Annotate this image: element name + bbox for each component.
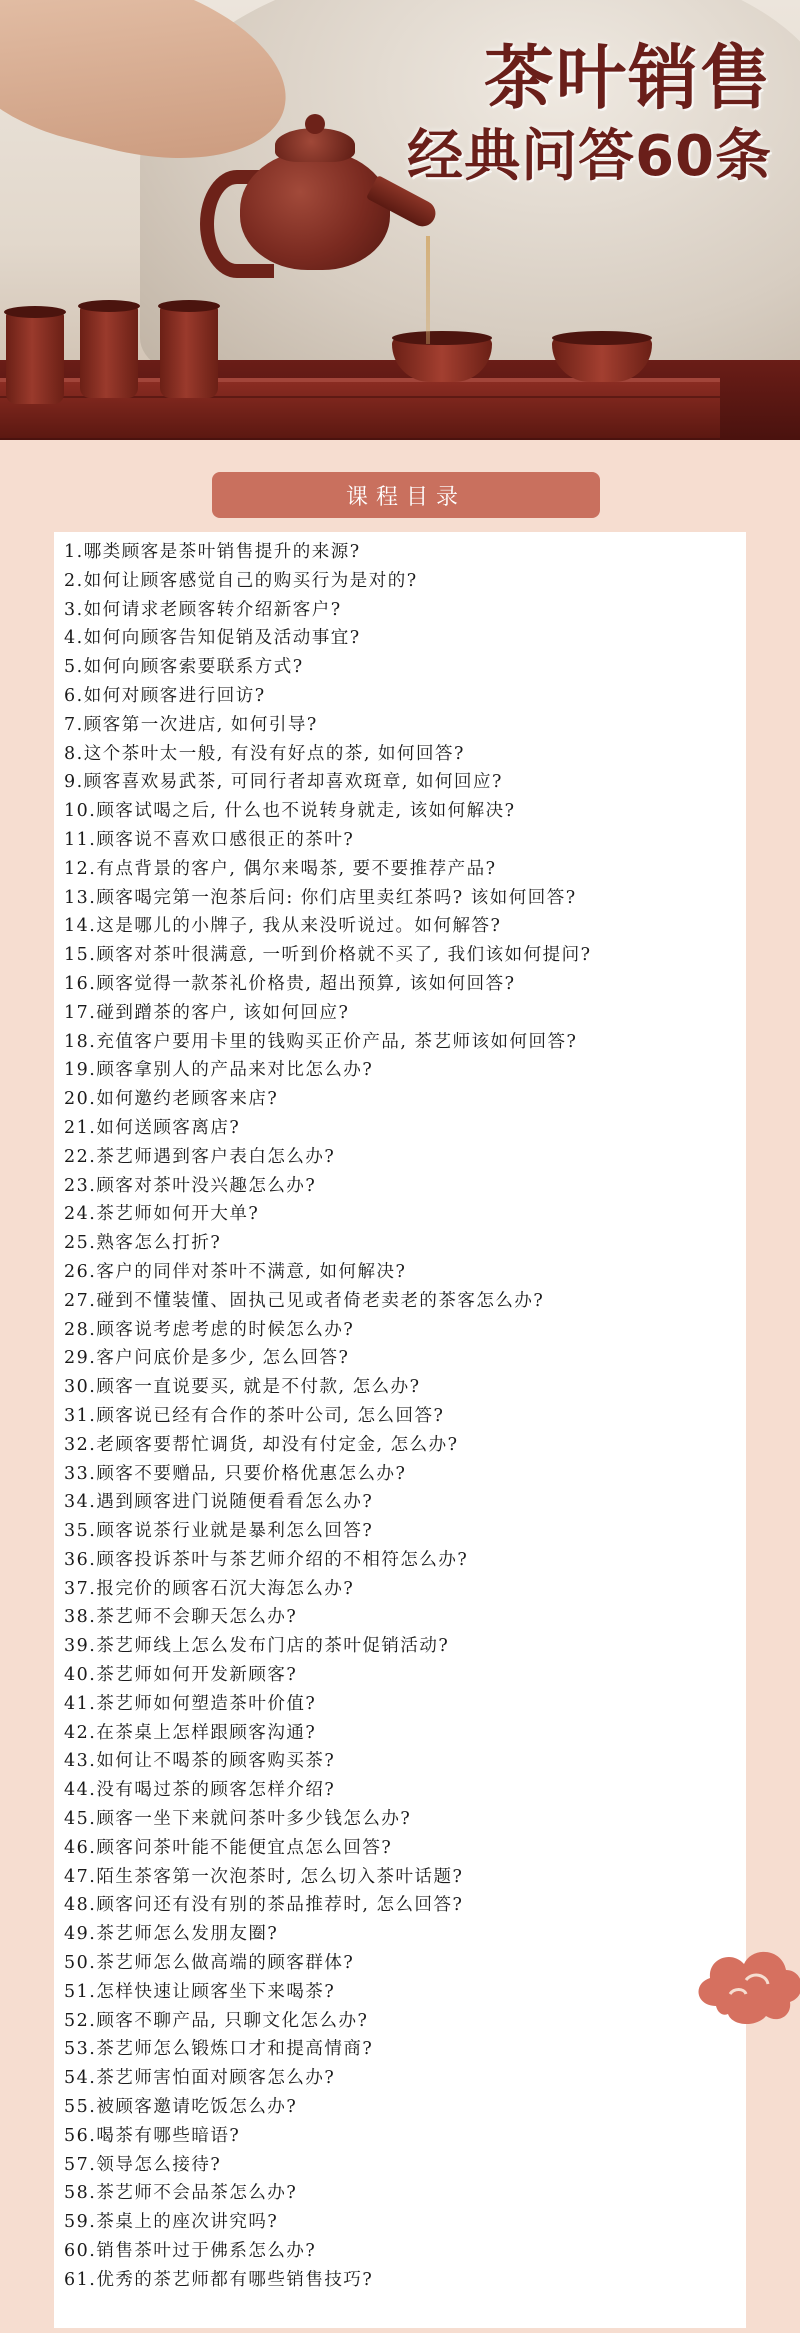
question-item: 1.哪类顾客是茶叶销售提升的来源?	[64, 542, 361, 562]
question-list-card	[54, 532, 746, 2328]
question-item: 45.顾客一坐下来就问茶叶多少钱怎么办?	[64, 1809, 412, 1830]
question-item: 5.如何向顾客索要联系方式?	[64, 657, 304, 678]
tea-stream	[426, 236, 430, 344]
question-list	[54, 532, 746, 2295]
question-item: 52.顾客不聊产品, 只聊文化怎么办?	[64, 2010, 369, 2031]
teapot-knob	[305, 114, 325, 134]
directory-heading: 课程目录	[212, 472, 600, 518]
question-item: 57.领导怎么接待?	[64, 2154, 222, 2175]
teapot	[240, 150, 390, 270]
question-item: 21.如何送顾客离店?	[64, 1117, 241, 1138]
question-item: 18.充值客户要用卡里的钱购买正价产品, 茶艺师该如何回答?	[64, 1031, 578, 1052]
question-item: 4.如何向顾客告知促销及活动事宜?	[64, 628, 361, 649]
question-item: 7.顾客第一次进店, 如何引导?	[64, 714, 318, 735]
question-item: 31.顾客说已经有合作的茶叶公司, 怎么回答?	[64, 1405, 445, 1426]
question-item: 9.顾客喜欢易武茶, 可同行者却喜欢斑章, 如何回应?	[64, 772, 503, 793]
question-item: 26.客户的同伴对茶叶不满意, 如何解决?	[64, 1261, 407, 1282]
question-item: 47.陌生茶客第一次泡茶时, 怎么切入茶叶话题?	[64, 1866, 464, 1887]
question-item: 29.客户问底价是多少, 怎么回答?	[64, 1348, 350, 1369]
question-item: 19.顾客拿别人的产品来对比怎么办?	[64, 1060, 374, 1081]
question-item: 36.顾客投诉茶叶与茶艺师介绍的不相符怎么办?	[64, 1549, 469, 1570]
question-item: 16.顾客觉得一款茶礼价格贵, 超出预算, 该如何回答?	[64, 973, 516, 994]
question-item: 15.顾客对茶叶很满意, 一听到价格就不买了, 我们该如何提问?	[64, 945, 592, 966]
question-item: 25.熟客怎么打折?	[64, 1233, 222, 1254]
hero-banner	[0, 0, 800, 440]
question-item: 23.顾客对茶叶没兴趣怎么办?	[64, 1175, 317, 1196]
question-item: 44.没有喝过茶的顾客怎样介绍?	[64, 1780, 336, 1801]
tea-cup	[160, 306, 218, 398]
tea-cup	[80, 306, 138, 398]
question-item: 42.在茶桌上怎样跟顾客沟通?	[64, 1722, 317, 1743]
question-item: 6.如何对顾客进行回访?	[64, 685, 266, 706]
question-item: 37.报完价的顾客石沉大海怎么办?	[64, 1578, 355, 1599]
question-item: 34.遇到顾客进门说随便看看怎么办?	[64, 1492, 374, 1513]
question-item: 2.如何让顾客感觉自己的购买行为是对的?	[64, 570, 418, 591]
question-item: 41.茶艺师如何塑造茶叶价值?	[64, 1693, 317, 1714]
question-item: 43.如何让不喝茶的顾客购买茶?	[64, 1751, 336, 1772]
question-item: 58.茶艺师不会品茶怎么办?	[64, 2183, 298, 2204]
question-item: 30.顾客一直说要买, 就是不付款, 怎么办?	[64, 1377, 421, 1398]
question-item: 24.茶艺师如何开大单?	[64, 1204, 260, 1225]
question-item: 8.这个茶叶太一般, 有没有好点的茶, 如何回答?	[64, 743, 465, 764]
question-item: 12.有点背景的客户, 偶尔来喝茶, 要不要推荐产品?	[64, 858, 497, 879]
question-item: 39.茶艺师线上怎么发布门店的茶叶促销活动?	[64, 1636, 450, 1657]
question-item: 61.优秀的茶艺师都有哪些销售技巧?	[64, 2269, 374, 2290]
tea-cup	[6, 312, 64, 404]
question-item: 50.茶艺师怎么做高端的顾客群体?	[64, 1953, 355, 1974]
question-item: 3.如何请求老顾客转介绍新客户?	[64, 599, 342, 620]
question-item: 32.老顾客要帮忙调货, 却没有付定金, 怎么办?	[64, 1434, 459, 1455]
question-item: 49.茶艺师怎么发朋友圈?	[64, 1924, 279, 1945]
question-item: 10.顾客试喝之后, 什么也不说转身就走, 该如何解决?	[64, 801, 516, 822]
question-item: 14.这是哪儿的小牌子, 我从来没听说过。如何解答?	[64, 916, 502, 937]
question-item: 59.茶桌上的座次讲究吗?	[64, 2212, 279, 2233]
question-item: 53.茶艺师怎么锻炼口才和提高情商?	[64, 2039, 374, 2060]
question-item: 27.碰到不懂装懂、固执己见或者倚老卖老的茶客怎么办?	[64, 1290, 545, 1311]
question-item: 51.怎样快速让顾客坐下来喝茶?	[64, 1981, 336, 2002]
question-item: 40.茶艺师如何开发新顾客?	[64, 1665, 298, 1686]
question-item: 60.销售茶叶过于佛系怎么办?	[64, 2241, 317, 2262]
question-item: 56.喝茶有哪些暗语?	[64, 2125, 241, 2146]
cloud-decoration	[686, 1936, 800, 2032]
question-item: 54.茶艺师害怕面对顾客怎么办?	[64, 2068, 336, 2089]
question-item: 33.顾客不要赠品, 只要价格优惠怎么办?	[64, 1463, 407, 1484]
question-item: 20.如何邀约老顾客来店?	[64, 1089, 279, 1110]
page-subtitle: 经典问答60条	[407, 124, 772, 189]
question-item: 35.顾客说茶行业就是暴利怎么回答?	[64, 1521, 374, 1542]
question-item: 38.茶艺师不会聊天怎么办?	[64, 1607, 298, 1628]
page-title: 茶叶销售	[484, 37, 772, 119]
question-item: 11.顾客说不喜欢口感很正的茶叶?	[64, 829, 355, 850]
question-item: 55.被顾客邀请吃饭怎么办?	[64, 2097, 298, 2118]
question-item: 28.顾客说考虑考虑的时候怎么办?	[64, 1319, 355, 1340]
question-item: 17.碰到蹭茶的客户, 该如何回应?	[64, 1002, 350, 1023]
question-item: 13.顾客喝完第一泡茶后问: 你们店里卖红茶吗? 该如何回答?	[64, 887, 577, 908]
question-item: 48.顾客问还有没有别的茶品推荐时, 怎么回答?	[64, 1895, 464, 1916]
question-item: 46.顾客问茶叶能不能便宜点怎么回答?	[64, 1837, 393, 1858]
question-item: 22.茶艺师遇到客户表白怎么办?	[64, 1146, 336, 1167]
